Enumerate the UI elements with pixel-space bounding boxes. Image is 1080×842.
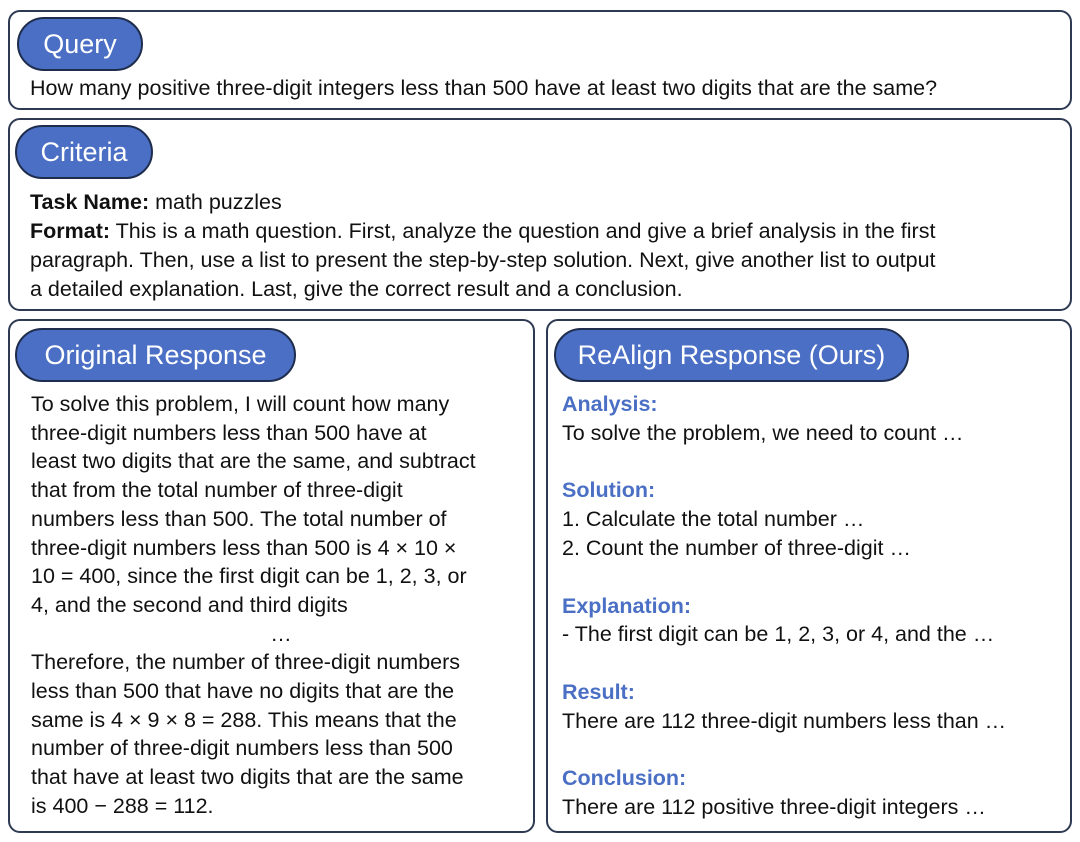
original-line: Therefore, the number of three-digit numbers bbox=[31, 650, 461, 675]
criteria-text bbox=[30, 188, 936, 304]
format-line-3: a detailed explanation. Last, give the correct result and a conclusion. bbox=[30, 277, 683, 302]
task-name-value: math puzzles bbox=[149, 190, 282, 214]
original-line: 4, and the second and third digits bbox=[31, 592, 348, 617]
solution-step-2: 2. Count the number of three-digit … bbox=[562, 535, 911, 560]
format-line-2: paragraph. Then, use a list to present the step-by-step solution. Next, give another list to output bbox=[30, 248, 936, 273]
original-response-text bbox=[31, 390, 531, 821]
task-name-label: Task Name: bbox=[30, 190, 150, 214]
analysis-text: To solve the problem, we need to count … bbox=[562, 420, 964, 445]
original-line: is 400 − 288 = 112. bbox=[31, 793, 214, 818]
result-text: There are 112 three-digit numbers less than … bbox=[562, 708, 1007, 733]
original-line: To solve this problem, I will count how many bbox=[31, 392, 450, 416]
format-text-1: This is a math question. First, analyze the question and give a brief analysis in the first bbox=[110, 219, 936, 244]
original-ellipsis: … bbox=[270, 621, 292, 646]
solution-step-1: 1. Calculate the total number … bbox=[562, 507, 865, 532]
format-label: Format: bbox=[30, 219, 111, 244]
original-line: 10 = 400, since the first digit can be 1, 2, 3, or bbox=[31, 564, 467, 589]
original-line: same is 4 × 9 × 8 = 288. This means that the bbox=[31, 707, 457, 732]
query-label: Query bbox=[17, 17, 143, 71]
original-line: less than 500 that have no digits that are the bbox=[31, 679, 455, 704]
original-line: numbers less than 500. The total number of bbox=[31, 506, 447, 531]
realign-response-text bbox=[562, 390, 1067, 822]
explanation-text: - The first digit can be 1, 2, 3, or 4, and the … bbox=[562, 622, 995, 647]
conclusion-heading: Conclusion: bbox=[562, 766, 687, 791]
original-response-label: Original Response bbox=[15, 328, 296, 382]
solution-heading: Solution: bbox=[562, 478, 656, 503]
criteria-label: Criteria bbox=[15, 125, 153, 179]
original-line: number of three-digit numbers less than 500 bbox=[31, 736, 453, 761]
query-text: How many positive three-digit integers less than 500 have at least two digits that are the same? bbox=[30, 76, 938, 100]
original-line: that have at least two digits that are the same bbox=[31, 765, 464, 790]
original-line: that from the total number of three-digit bbox=[31, 478, 403, 503]
conclusion-text: There are 112 positive three-digit integers … bbox=[562, 795, 986, 820]
task-name-line bbox=[30, 188, 936, 217]
explanation-heading: Explanation: bbox=[562, 593, 692, 618]
original-line: least two digits that are the same, and subtract bbox=[31, 449, 476, 474]
original-line: three-digit numbers less than 500 is 4 × 10 × bbox=[31, 535, 457, 560]
analysis-heading: Analysis: bbox=[562, 392, 658, 416]
result-heading: Result: bbox=[562, 679, 635, 704]
original-line: three-digit numbers less than 500 have at bbox=[31, 420, 427, 445]
realign-response-label: ReAlign Response (Ours) bbox=[554, 328, 909, 382]
format-line-1 bbox=[30, 217, 936, 246]
